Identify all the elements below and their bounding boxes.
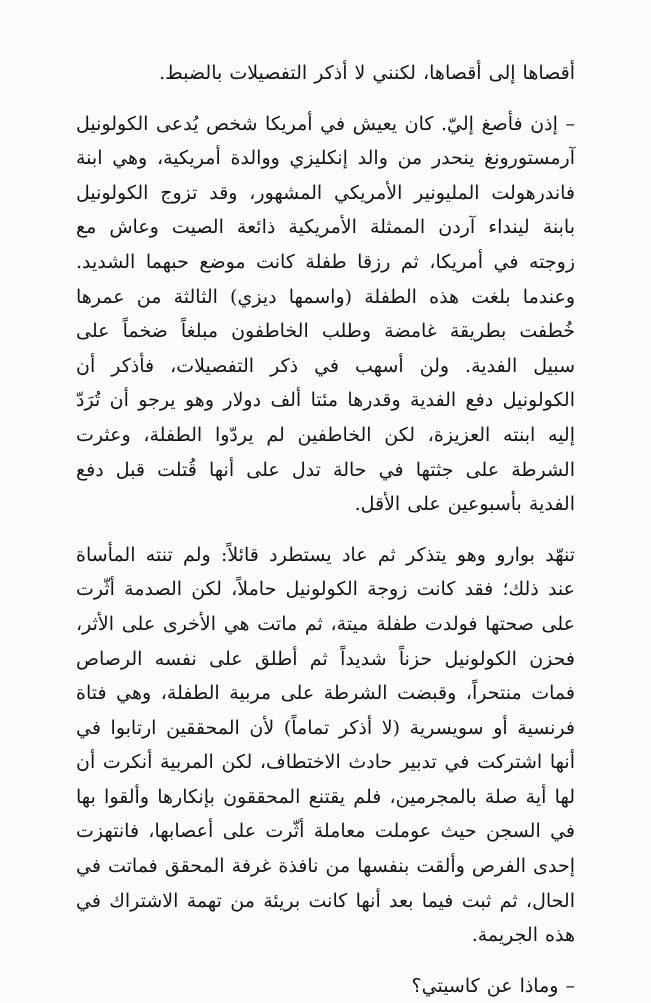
paragraph-3: تنهّد بوارو وهو يتذكر ثم عاد يستطرد قائلاً: ولم تنته المأساة عند ذلك؛ فقد كانت زوجة الكولونيل حاملاً، لكن الصدمة أثّرت على صحتها فولدت طفلة ميتة، ثم ماتت هي الأخرى على الأثر، فحزن الكولونيل حزناً شديداً ثم أطلق على نفسه الرصاص فمات منتحراً، وقبضت الشرطة على مربية الطفلة، وهي فتاة فرنسية أو سويسرية (لا أذكر تماماً) لأن المحققين ارتابوا في أنها اشتركت في تدبير حادث الاختطاف، لكن المربية أنكرت أن لها أية صلة بالمجرمين، فلم يقتنع المحققون بإنكارها وألقوا بها في السجن حيث عوملت معاملة أثّرت على أعصابها، فانتهزت إحدى الفرص وألقت بنفسها من نافذة غرفة المحقق فماتت في الحال، ثم ثبت فيما بعد أنها كانت بريئة من تهمة الاشتراك في هذه الجريمة. — [76, 543, 575, 947]
paragraph-2: – إذن فأصغ إليّ. كان يعيش في أمريكا شخص يُدعى الكولونيل آرمستورونغ ينحدر من والد إنكليزي ووالدة أمريكية، وهي ابنة فاندرهولت المليونير الأمريكي المشهور، وقد تزوج الكولونيل بابنة لينداء آردن الممثلة الأمريكية ذائعة الصيت وعاش مع زوجته في أمريكا، ثم رزقا طفلة كانت موضع حبهما الشديد. وعندما بلغت هذه الطفلة (واسمها ديزي) الثالثة من عمرها خُطفت بطريقة غامضة وطلب الخاطفون مبلغاً ضخماً على سبيل الفدية. ولن أسهب في ذكر التفصيلات، فأذكر أن الكولونيل دفع الفدية وقدرها مئتا ألف دولار وهو يرجو أن تُرَدّ إليه ابنته العزيزة، لكن الخاطفين لم يردّوا الطفلة، وعثرت الشرطة على جثتها في حالة تدل على أنها قُتلت قبل دفع الفدية بأسبوعين على الأقل. — [76, 112, 575, 516]
paragraph-1: أقصاها إلى أقصاها، لكنني لا أذكر التفصيلات بالضبط. — [159, 62, 575, 84]
paragraph-4: – وماذا عن كاسيتي؟ — [411, 974, 575, 997]
